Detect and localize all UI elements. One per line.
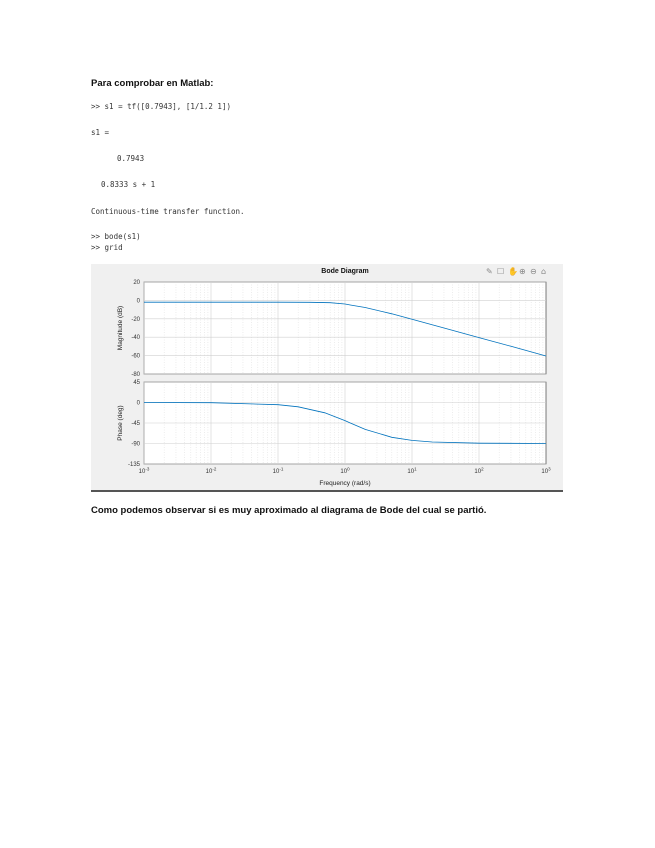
phase-ytick-label: 0	[136, 400, 140, 407]
code-line-denominator: 0.8333 s + 1	[101, 180, 156, 189]
phase-xtick-label: $10^{-3}$	[138, 466, 150, 475]
pan-icon[interactable]: ✋	[508, 267, 518, 276]
magnitude-ytick-label: -40	[131, 335, 140, 342]
conclusion-text: Como podemos observar si es muy aproximado al diagrama de Bode del cual se partió.	[91, 505, 487, 516]
phase-xtick-label: $10^2$	[474, 466, 484, 475]
code-line-numerator: 0.7943	[117, 154, 145, 163]
intro-text: Para comprobar en Matlab:	[91, 78, 214, 89]
code-line-grid: >> grid	[91, 243, 123, 252]
code-line-command: >> s1 = tf([0.7943], [1/1.2 1])	[91, 102, 231, 111]
phase-ytick-label: 45	[133, 380, 140, 386]
phase-xtick-label: $10^1$	[407, 466, 417, 475]
phase-xtick-label: $10^{-1}$	[272, 466, 284, 475]
magnitude-ylabel: Magnitude (dB)	[117, 305, 124, 351]
home-icon[interactable]: ⌂	[541, 267, 547, 276]
magnitude-ytick-label: -20	[131, 316, 140, 323]
magnitude-ytick-label: -60	[131, 353, 140, 360]
code-line-description: Continuous-time transfer function.	[91, 207, 245, 216]
phase-xtick-label: $10^3$	[541, 466, 551, 475]
phase-xtick-label: $10^0$	[340, 466, 350, 475]
save-figure-icon[interactable]: ☐	[497, 267, 505, 276]
bode-diagram	[91, 264, 563, 492]
zoom-in-icon[interactable]: ⊕	[519, 267, 526, 276]
magnitude-ytick-label: 0	[136, 298, 140, 305]
zoom-out-icon[interactable]: ⊖	[530, 267, 537, 276]
code-line-bode: >> bode(s1)	[91, 232, 141, 241]
bode-figure	[91, 264, 563, 492]
figure-bottom-rule	[91, 490, 563, 492]
brush-icon[interactable]: ✎	[486, 267, 493, 276]
phase-xlabel: Frequency (rad/s)	[319, 480, 371, 487]
code-line-variable: s1 =	[91, 128, 110, 137]
phase-ylabel: Phase (deg)	[117, 405, 124, 441]
phase-ytick-label: -45	[131, 421, 140, 427]
magnitude-ytick-label: -80	[131, 372, 140, 378]
phase-ytick-label: -135	[127, 462, 140, 468]
chart-title: Bode Diagram	[321, 268, 369, 275]
phase-xtick-label: $10^{-2}$	[205, 466, 217, 475]
magnitude-ytick-label: 20	[133, 280, 140, 286]
phase-ytick-label: -90	[131, 441, 140, 448]
